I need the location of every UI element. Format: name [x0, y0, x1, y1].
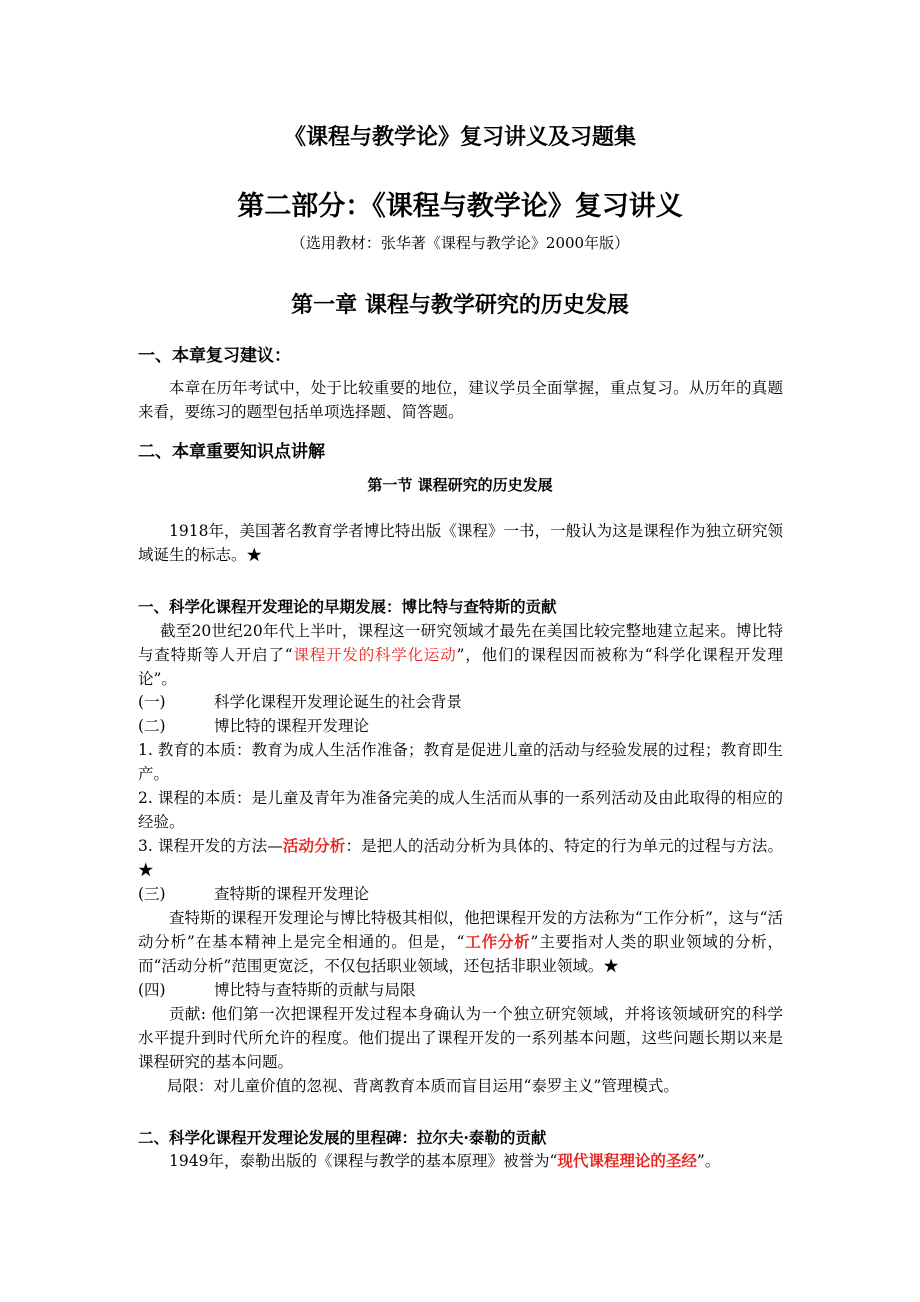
- sub-heading-1: [138, 690, 462, 714]
- part2-text-a: 1949年，泰勒出版的《课程与教学的基本原理》被誉为“: [169, 1152, 558, 1170]
- activity-analysis-highlight: 活动分析: [282, 836, 346, 855]
- list-item-3-text-b: ：是把人的活动分析为具体的、特定的行为单元的过程与方法。★: [138, 837, 783, 879]
- list-item-1: 1. 教育的本质：教育为成人生活作准备；教育是促进儿童的活动与经验发展的过程；教育即生产。: [138, 741, 783, 783]
- chapter-title: 第一章 课程与教学研究的历史发展: [291, 292, 629, 318]
- list-item-3: [138, 834, 783, 882]
- part1-heading: 一、科学化课程开发理论的早期发展：博比特与查特斯的贡献: [138, 597, 557, 616]
- contribution-paragraph: 贡献: 他们第一次把课程开发过程本身确认为一个独立研究领域，并将该领域研究的科学水平提升到时代所允许的程度。他们提出了课程开发的一系列基本问题，这些问题长期以来是课程研究的基本问题。: [138, 1005, 783, 1071]
- part2-heading: 二、科学化课程开发理论发展的里程碑：拉尔夫·泰勒的贡献: [138, 1128, 547, 1147]
- charters-text-b: ”主要指对人类的职业领域的分析，而“活动分析”范围更宽泛，不仅包括职业领域，还包括非职业领域。★: [138, 933, 783, 975]
- list-item-3-text-a: 3. 课程开发的方法—: [138, 837, 283, 855]
- sub-heading-1-text: 科学化课程开发理论诞生的社会背景: [214, 693, 463, 711]
- sub-heading-3: [138, 882, 369, 906]
- document-title: 《课程与教学论》复习讲义及习题集: [283, 124, 636, 150]
- review-heading: 一、本章复习建议：: [138, 346, 291, 366]
- sub-heading-3-text: 查特斯的课程开发理论: [214, 885, 370, 903]
- list-item-2: 2. 课程的本质：是儿童及青年为准备完美的成人生活而从事的一系列活动及由此取得的相应的经验。: [138, 789, 783, 831]
- limitation-paragraph: 局限：对儿童价值的忽视、背离教育本质而盲目运用“泰罗主义”管理模式。: [167, 1077, 679, 1095]
- sub-heading-4-number: (四): [138, 981, 166, 999]
- part-title: 第二部分：《课程与教学论》复习讲义: [237, 191, 683, 222]
- part1-text-b: ”，他们的课程因而被称为“科学化课程开发理论”。: [138, 646, 783, 688]
- sub-heading-4: [138, 978, 416, 1002]
- modern-curriculum-bible-highlight: 现代课程理论的圣经: [557, 1151, 697, 1170]
- section-title: 第一节 课程研究的历史发展: [367, 476, 553, 494]
- part1-paragraph: [138, 619, 783, 691]
- sub-heading-4-text: 博比特与查特斯的贡献与局限: [214, 981, 416, 999]
- review-text: 本章在历年考试中，处于比较重要的地位，建议学员全面掌握，重点复习。从历年的真题来看，要练习的题型包括单项选择题、简答题。: [138, 379, 783, 421]
- sub-heading-2: [138, 714, 369, 738]
- charters-paragraph: [138, 906, 783, 978]
- sub-heading-2-text: 博比特的课程开发理论: [214, 717, 370, 735]
- textbook-note: （选用教材：张华著《课程与教学论》2000年版）: [290, 234, 630, 252]
- part2-paragraph: [138, 1149, 783, 1173]
- intro-paragraph: 1918年，美国著名教育学者博比特出版《课程》一书，一般认为这是课程作为独立研究领域诞生的标志。★: [138, 522, 783, 564]
- job-analysis-highlight: 工作分析: [464, 932, 531, 951]
- sub-heading-2-number: (二): [138, 717, 166, 735]
- sub-heading-1-number: (一): [138, 693, 166, 711]
- sub-heading-3-number: (三): [138, 885, 166, 903]
- charters-text-a: 查特斯的课程开发理论与博比特极其相似，他把课程开发的方法称为“工作分析”，这与“活动分析”在基本精神上是完全相通的。但是，“: [138, 909, 783, 951]
- scientific-movement-highlight: 课程开发的科学化运动: [292, 646, 457, 664]
- part2-text-b: ”。: [696, 1152, 721, 1170]
- part1-text-a: 截至20世纪20年代上半叶，课程这一研究领域才最先在美国比较完整地建立起来。博比特与查特斯等人开启了“: [138, 622, 783, 664]
- knowledge-heading: 二、本章重要知识点讲解: [138, 442, 325, 462]
